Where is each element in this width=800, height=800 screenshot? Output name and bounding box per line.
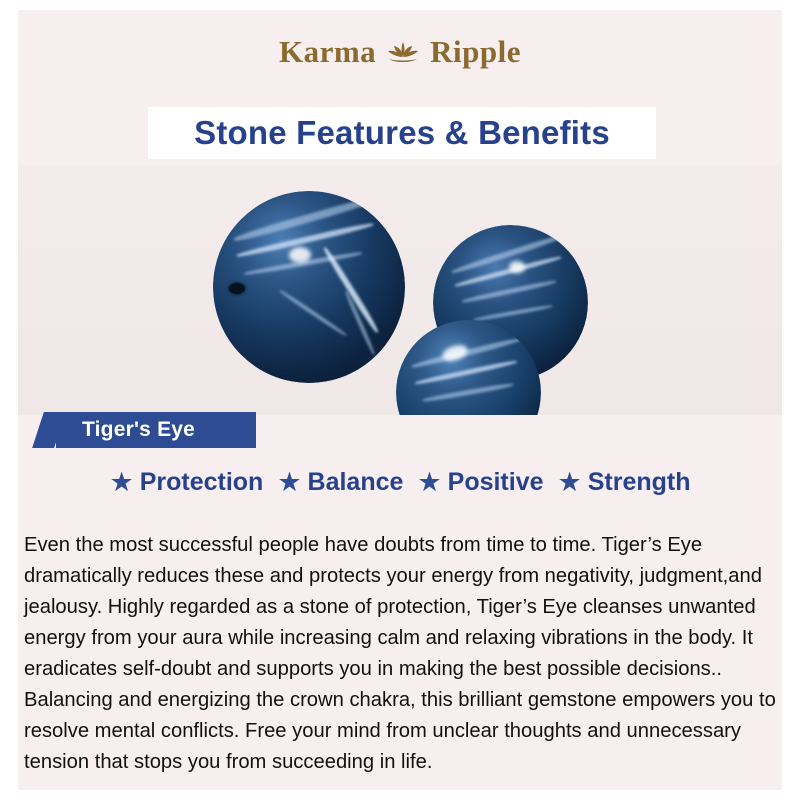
gemstone-bead-large [213, 191, 405, 383]
star-icon: ★ [557, 467, 582, 497]
content-panel [18, 10, 782, 790]
star-icon: ★ [277, 467, 302, 497]
stone-name-tab [56, 412, 256, 448]
benefit-label: Protection [139, 468, 264, 496]
benefit-label: Balance [307, 468, 404, 496]
frame-edge-top [0, 0, 800, 10]
description-text: Even the most successful people have doubts from time to time. Tiger’s Eye dramatically reduces these and protects your energy from negativity, judgment,and jealousy. Highly regarded as a stone of protection, Tiger’s Eye cleanses unwanted energy from your aura while increasing calm and relaxing vibrations in the body. It eradicates self-doubt and supports you in making the best possible decisions.. Balancing and energizing the crown chakra, this brilliant gemstone empowers you to resolve mental conflicts. Free your mind from unclear thoughts and unnecessary tension that stops you from succeeding in life. [24, 534, 776, 774]
benefit-item [552, 468, 697, 497]
benefit-label: Strength [587, 468, 691, 496]
star-icon: ★ [417, 467, 442, 497]
page-title: Stone Features & Benefits [194, 114, 610, 151]
benefit-item [411, 468, 549, 497]
frame-edge-right [782, 0, 800, 800]
gemstone-photo [18, 165, 782, 415]
brand-name-left: Karma [278, 34, 377, 69]
brand-logo [18, 34, 782, 90]
benefit-label: Positive [447, 468, 544, 496]
title-banner [148, 107, 656, 159]
lotus-icon [386, 39, 420, 65]
stone-name-label: Tiger's Eye [82, 418, 196, 441]
frame-edge-left [0, 0, 18, 800]
brand-wordmark [279, 34, 521, 70]
frame-edge-bottom [0, 790, 800, 800]
benefit-item [103, 468, 269, 497]
benefits-list [18, 468, 782, 497]
benefit-item [271, 468, 409, 497]
brand-name-right: Ripple [430, 34, 522, 69]
star-icon: ★ [109, 467, 134, 497]
